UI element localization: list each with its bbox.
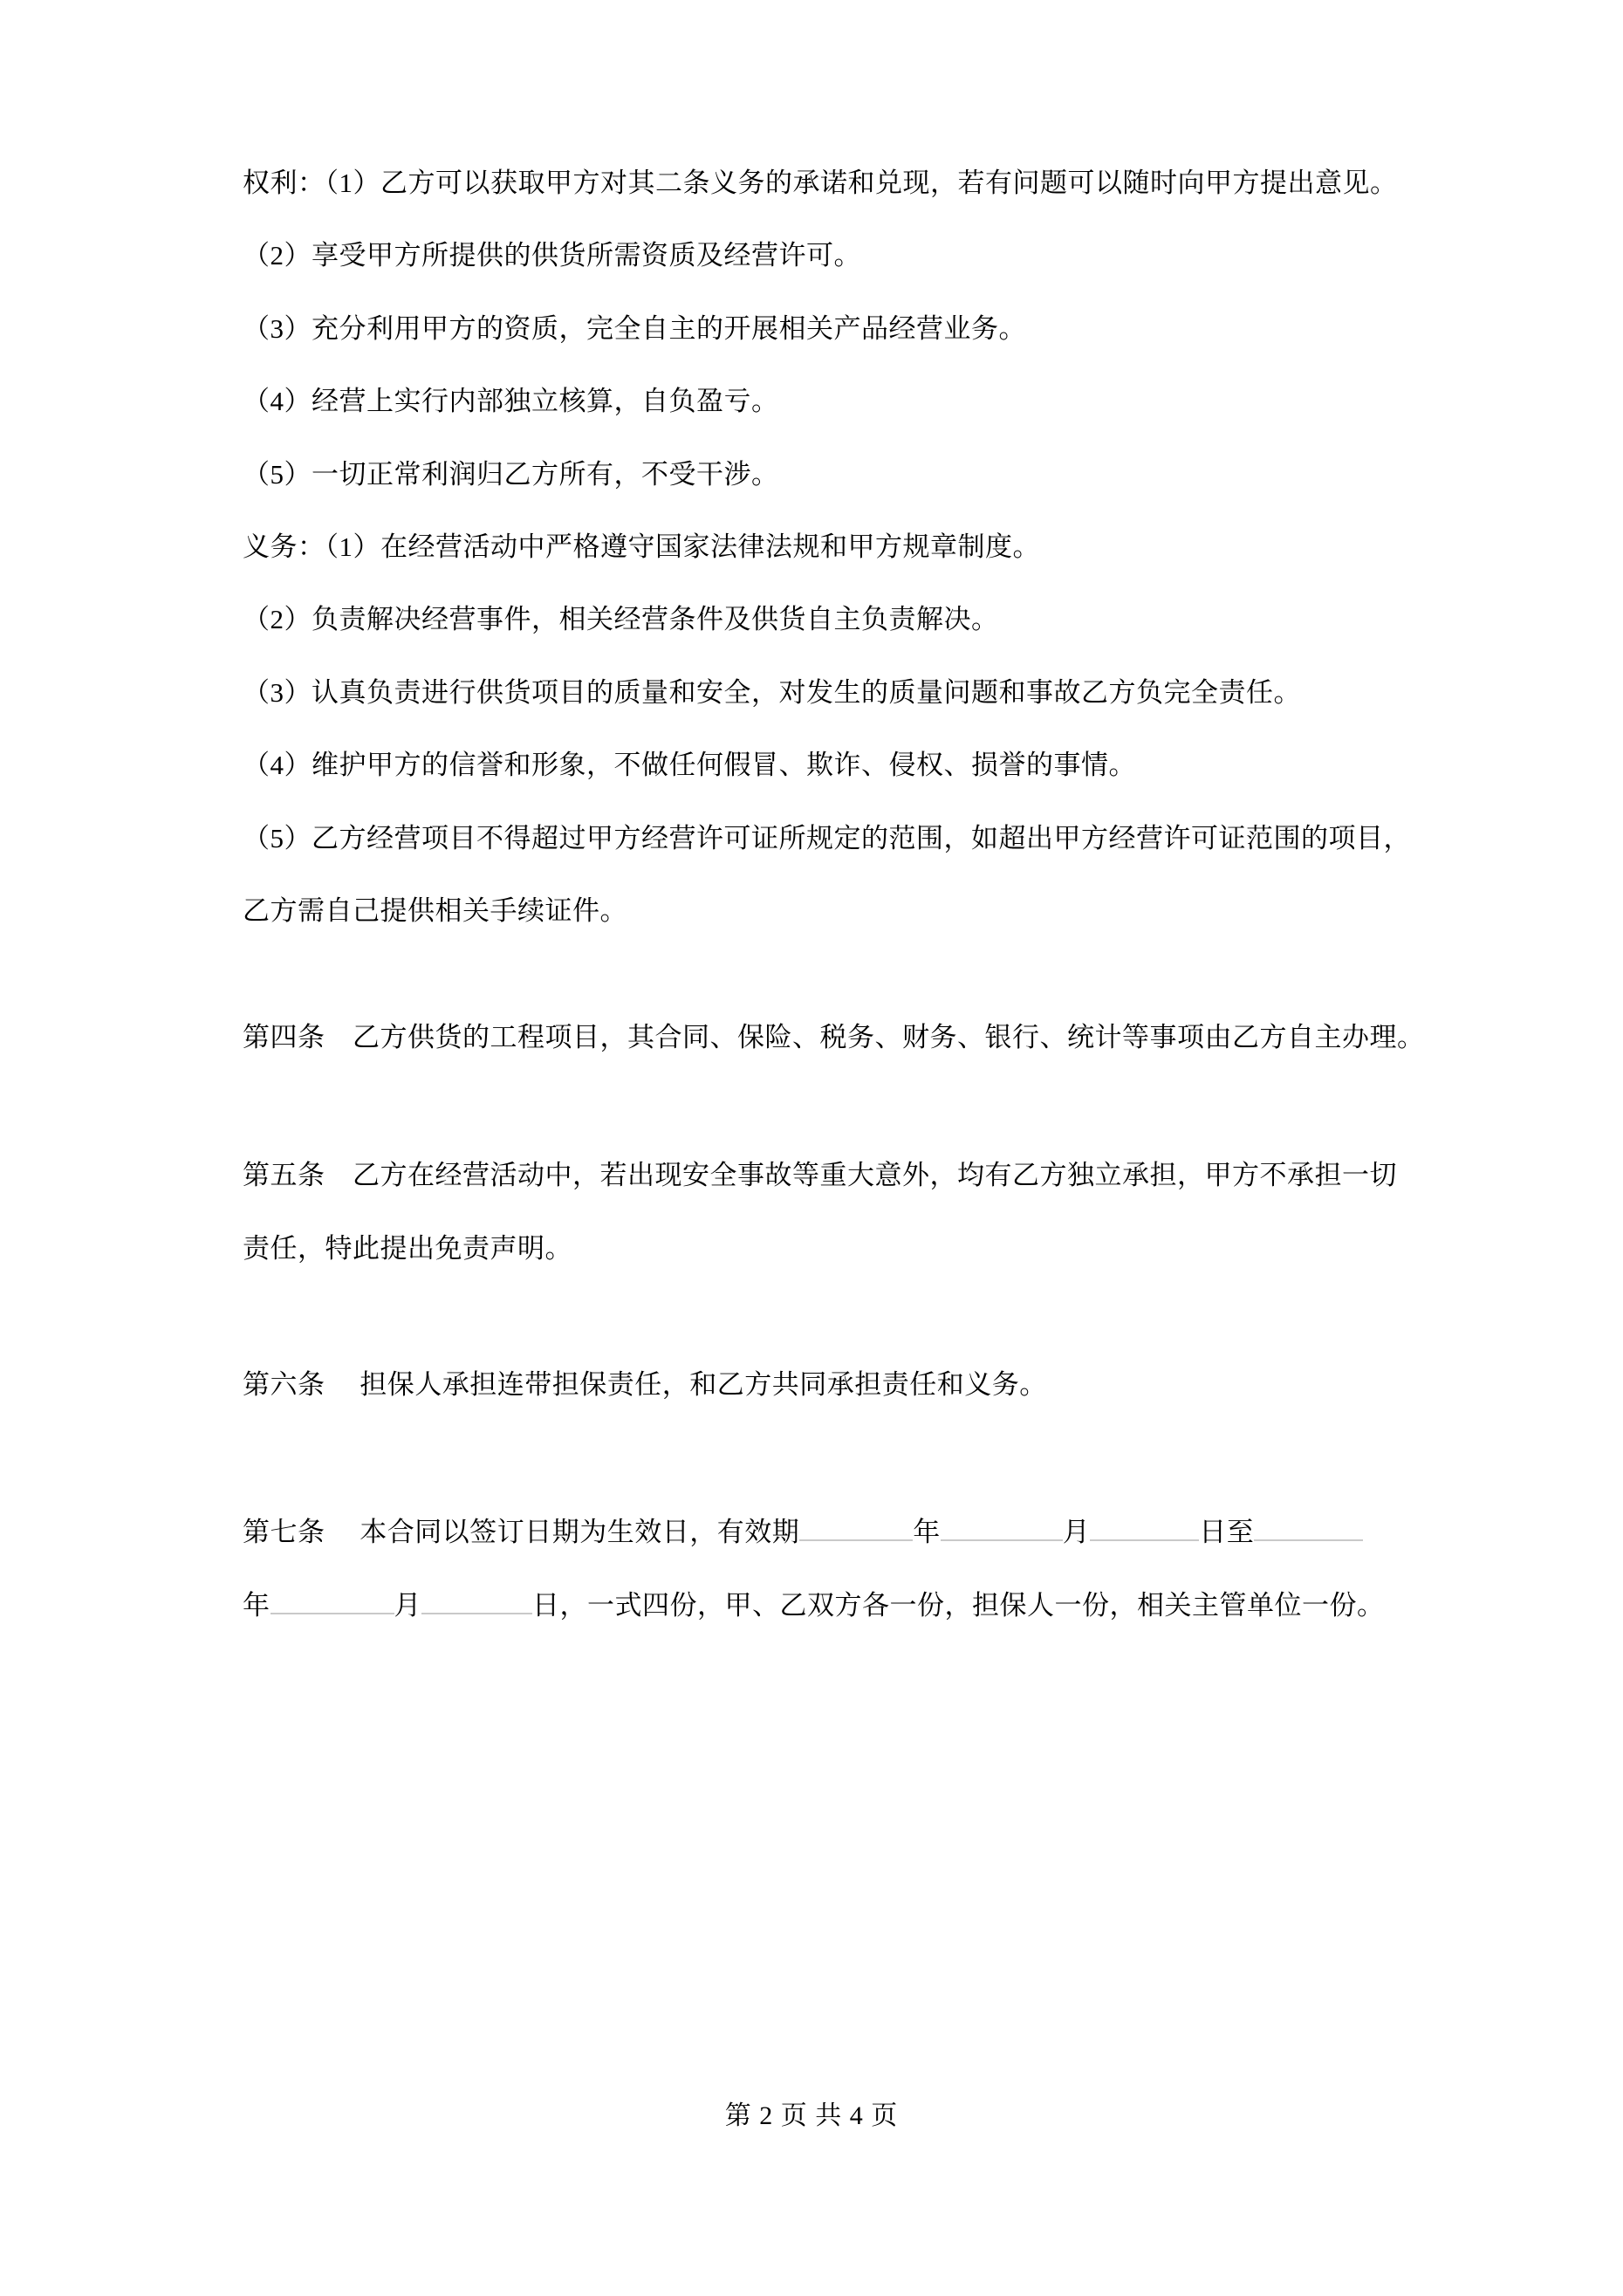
blank-field-end-year-part1[interactable]	[1254, 1513, 1363, 1541]
page-footer: 第 2 页 共 4 页	[724, 2101, 899, 2130]
duties-item-5-line-1: （5）乙方经营项目不得超过甲方经营许可证所规定的范围，如超出甲方经营许可证范围的项目，	[243, 823, 1411, 853]
duties-item-4: （4）维护甲方的信誉和形象，不做任何假冒、欺诈、侵权、损誉的事情。	[243, 750, 1136, 780]
duties-item-5-line-2: 乙方需自己提供相关手续证件。	[243, 895, 627, 926]
rights-item-4: （4）经营上实行内部独立核算，自负盈亏。	[243, 386, 779, 416]
rights-clause-intro: 权利：（1）乙方可以获取甲方对其二条义务的承诺和兑现，若有问题可以随时向甲方提出意见。	[243, 168, 1398, 198]
blank-field-end-day[interactable]	[421, 1587, 532, 1614]
blank-field-start-month[interactable]	[941, 1513, 1063, 1541]
start-month-label: 月	[1062, 1517, 1091, 1547]
article-7-suffix: 日，一式四份，甲、乙双方各一份，担保人一份，相关主管单位一份。	[532, 1590, 1385, 1621]
rights-item-2: （2）享受甲方所提供的供货所需资质及经营许可。	[243, 240, 861, 271]
rights-item-3: （3）充分利用甲方的资质，完全自主的开展相关产品经营业务。	[243, 313, 1026, 344]
start-year-label: 年	[913, 1517, 941, 1547]
end-month-label: 月	[394, 1590, 421, 1621]
blank-field-end-month[interactable]	[270, 1587, 394, 1614]
duties-item-3: （3）认真负责进行供货项目的质量和安全，对发生的质量问题和事故乙方负完全责任。	[243, 677, 1301, 708]
article-7-prefix: 第七条 本合同以签订日期为生效日，有效期	[243, 1517, 800, 1547]
article-5-clause-line-1: 第五条 乙方在经营活动中，若出现安全事故等重大意外，均有乙方独立承担，甲方不承担一切	[243, 1160, 1397, 1190]
rights-item-5: （5）一切正常利润归乙方所有，不受干涉。	[243, 459, 779, 490]
start-day-to-label: 日至	[1199, 1517, 1255, 1547]
article-7-clause-line-2	[243, 1587, 1385, 1622]
article-7-clause-line-1	[243, 1513, 1363, 1549]
article-4-clause: 第四条 乙方供货的工程项目，其合同、保险、税务、财务、银行、统计等事项由乙方自主办理。	[243, 1022, 1425, 1052]
duties-clause-intro: 义务：（1）在经营活动中严格遵守国家法律法规和甲方规章制度。	[243, 531, 1040, 562]
article-5-clause-line-2: 责任，特此提出免责声明。	[243, 1233, 572, 1264]
blank-field-start-day[interactable]	[1090, 1513, 1199, 1541]
blank-field-start-year[interactable]	[799, 1513, 913, 1541]
article-6-clause: 第六条 担保人承担连带担保责任，和乙方共同承担责任和义务。	[243, 1369, 1047, 1400]
duties-item-2: （2）负责解决经营事件，相关经营条件及供货自主负责解决。	[243, 604, 999, 634]
end-year-label: 年	[243, 1590, 270, 1621]
